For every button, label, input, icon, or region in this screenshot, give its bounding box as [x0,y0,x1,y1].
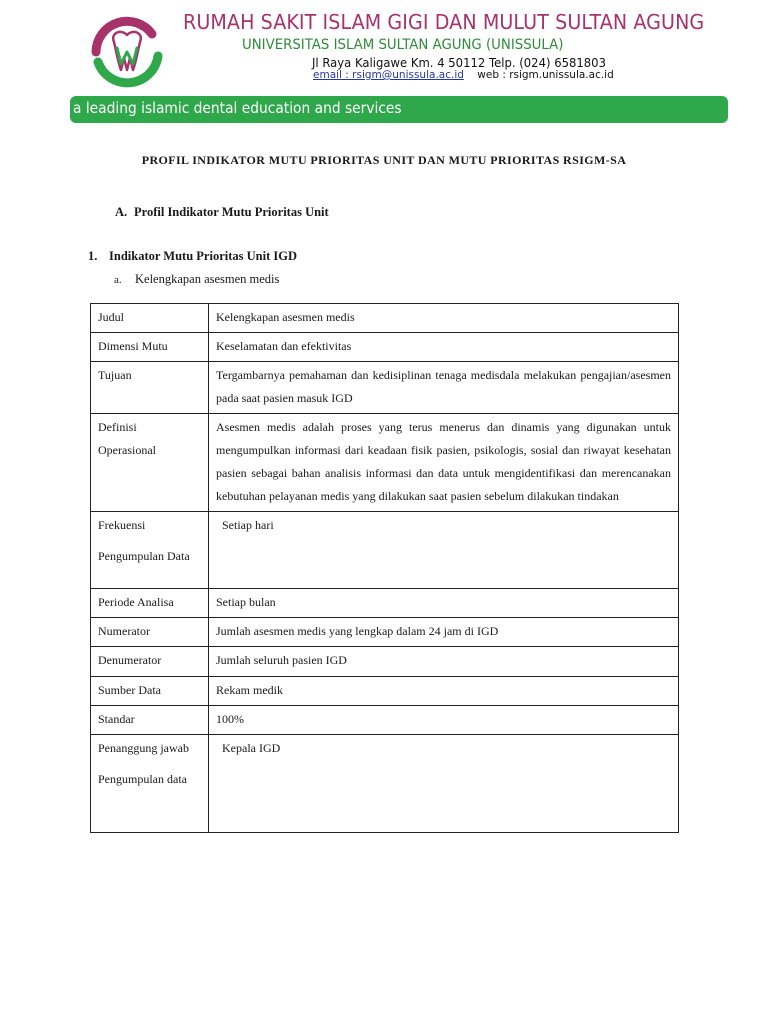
row-label: Sumber Data [91,677,209,706]
table-row [91,414,679,512]
sub-item-text: Kelengkapan asesmen medis [135,272,280,286]
table-row [91,589,679,618]
row-value: Tergambarnya pemahaman dan kedisiplinan tenaga medisdala melakukan pengajian/asesmen pada saat pasien masuk IGD [209,362,679,414]
web-address: web : rsigm.unissula.ac.id [477,69,614,81]
row-label: Numerator [91,618,209,647]
row-label: Dimensi Mutu [91,333,209,362]
row-label: Tujuan [91,362,209,414]
row-value: Jumlah seluruh pasien IGD [209,647,679,677]
row-label: Periode Analisa [91,589,209,618]
table-row [91,362,679,414]
tagline-banner [70,96,728,123]
row-label: Denumerator [91,647,209,677]
table-row [91,304,679,333]
list-marker: 1. [88,249,98,263]
list-item-text: Indikator Mutu Prioritas Unit IGD [109,249,297,263]
table-row [91,618,679,647]
sub-item-marker: a. [114,274,122,286]
row-value: Rekam medik [209,677,679,706]
row-label-line: Definisi [98,420,137,434]
section-heading-a [115,205,329,220]
tooth-logo-icon [86,12,168,92]
table-row [91,735,679,833]
row-label-line: Pengumpulan Data [98,549,190,563]
row-label-line: Penanggung jawab [98,741,189,755]
row-value: Kelengkapan asesmen medis [209,304,679,333]
hospital-name: RUMAH SAKIT ISLAM GIGI DAN MULUT SULTAN AGUNG [183,10,705,34]
row-label-line: Frekuensi [98,518,146,532]
row-label: Standar [91,706,209,735]
row-value: Asesmen medis adalah proses yang terus menerus dan dinamis yang digunakan untuk mengumpulkan informasi dari keadaan fisik pasien, psikologis, sosial dan riwayat kesehatan pasien sebagai bahan analisis informasi dan data untuk mengidentifikasi dan merencanakan kebutuhan pelayanan medis yang dilakukan saat pasien sebelum dilakukan tindakan [209,414,679,512]
row-value: Kepala IGD [209,735,679,833]
indicator-profile-table [90,303,679,833]
table-row [91,647,679,677]
row-value: Setiap bulan [209,589,679,618]
row-value: Jumlah asesmen medis yang lengkap dalam 24 jam di IGD [209,618,679,647]
hospital-address: Jl Raya Kaligawe Km. 4 50112 Telp. (024) 6581803 [312,55,606,70]
row-label-line: Pengumpulan data [98,772,187,786]
section-heading-text: Profil Indikator Mutu Prioritas Unit [134,205,329,219]
document-title: PROFIL INDIKATOR MUTU PRIORITAS UNIT DAN MUTU PRIORITAS RSIGM-SA [141,153,627,167]
table-row [91,512,679,589]
row-value: 100% [209,706,679,735]
row-value: Keselamatan dan efektivitas [209,333,679,362]
section-marker: A. [115,205,128,219]
list-item-1 [88,249,297,264]
row-label: Judul [91,304,209,333]
email-link[interactable]: email : rsigm@unissula.ac.id [313,69,464,81]
row-label [91,735,209,833]
sub-item-a [114,272,279,287]
tagline-text: a leading islamic dental education and services [73,99,402,117]
university-name: UNIVERSITAS ISLAM SULTAN AGUNG (UNISSULA) [242,37,564,53]
row-value: Setiap hari [209,512,679,589]
contact-line [313,69,614,81]
row-label-line: Operasional [98,443,156,457]
row-label [91,414,209,512]
row-label [91,512,209,589]
table-row [91,677,679,706]
table-row [91,333,679,362]
table-row [91,706,679,735]
